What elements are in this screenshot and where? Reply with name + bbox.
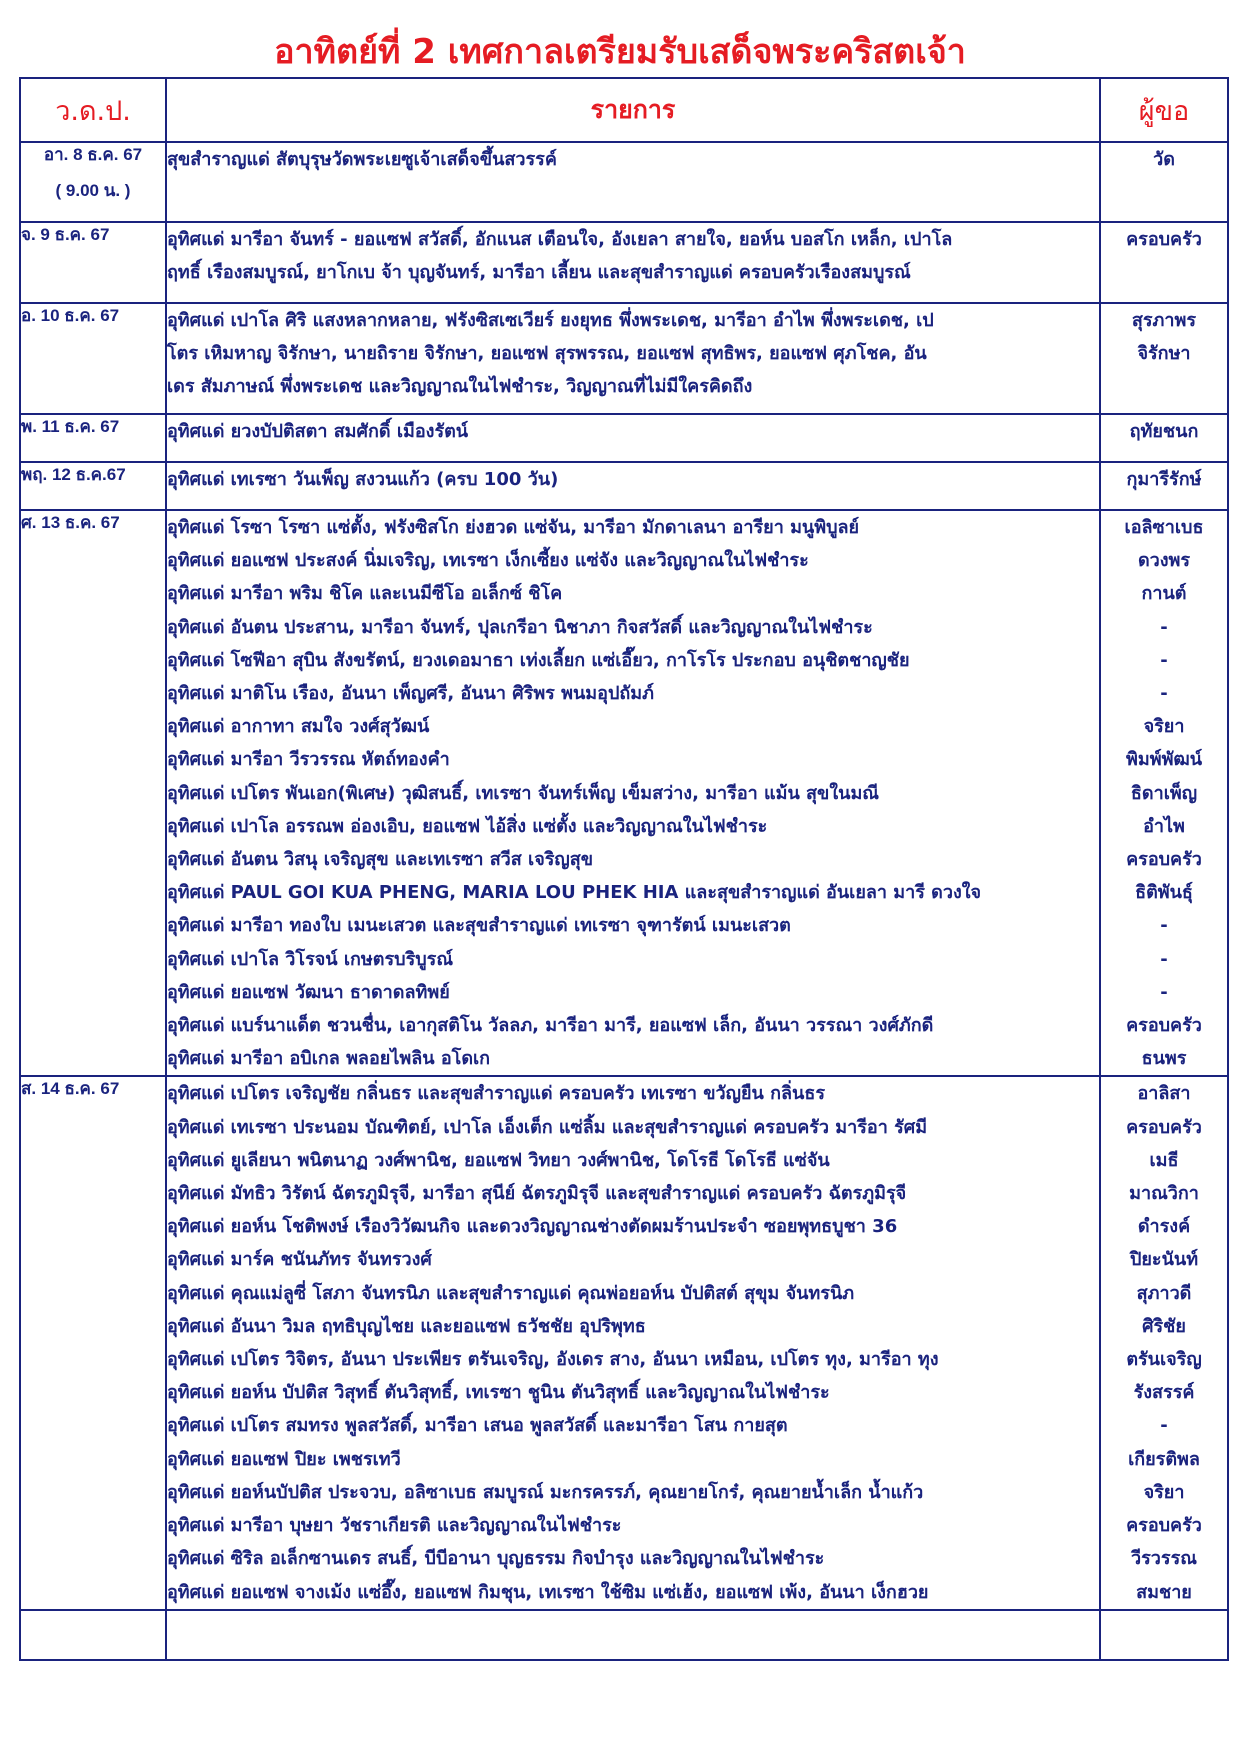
requester-name: จิรักษา — [1137, 343, 1191, 365]
requester-name: ธิดาเพ็ญ — [1130, 782, 1198, 804]
requester-name: พิมพ์พัฒน์ — [1125, 749, 1203, 771]
intention-line: อุทิศแด่ ยอแซฟ วัฒนา ธาดาดลทิพย์ — [167, 981, 450, 1003]
empty-cell — [1100, 1610, 1228, 1660]
requester-name: - — [1160, 948, 1168, 970]
items-cell — [166, 303, 1100, 414]
table-row — [20, 142, 1228, 222]
intention-line: อุทิศแด่ มารีอา จันทร์ - ยอแซฟ สวัสดิ์, อักแนส เตือนใจ, อังเยลา สายใจ, ยอห์น บอสโก เหล็ก, เปาโล — [167, 229, 953, 250]
intention-line: อุทิศแด่ เทเรซา วันเพ็ญ สงวนแก้ว (ครบ 100 วัน) — [167, 469, 559, 490]
intention-line: อุทิศแด่ อันตน ประสาน, มารีอา จันทร์, ปุลเกรีอา นิชาภา กิจสวัสดิ์ และวิญญาณในไฟชำระ — [167, 616, 873, 638]
requester-cell — [1100, 510, 1228, 1076]
intention-line: อุทิศแด่ แบร์นาแด็ต ชวนชื่น, เอากุสติโน วัลลภ, มารีอา มารี, ยอแซฟ เล็ก, อันนา วรรณา วงศ์ภักดี — [167, 1015, 934, 1037]
intention-line: อุทิศแด่ เปโตร พันเอก(พิเศษ) วุฒิสนธิ์, เทเรซา จันทร์เพ็ญ เข็มสว่าง, มารีอา แม้น สุขในมณี — [167, 782, 880, 804]
empty-cell — [20, 1610, 166, 1660]
time-label: ( 9.00 น. ) — [55, 181, 131, 200]
intention-line: อุทิศแด่ ยอห์น โชติพงษ์ เรืองวิวัฒนกิจ และดวงวิญญาณช่างตัดผมร้านประจำ ซอยพุทธบูชา 36 — [167, 1216, 898, 1238]
table-header-row — [20, 78, 1228, 142]
intention-line: อุทิศแด่ มารีอา วีรวรรณ หัตถ์ทองคำ — [167, 749, 450, 771]
items-cell — [166, 142, 1100, 222]
items-cell — [166, 222, 1100, 303]
requester-name: ศิริชัย — [1142, 1315, 1186, 1337]
requester-name: จริยา — [1143, 1481, 1185, 1503]
intention-line: อุทิศแด่ ยอห์น บัปติส วิสุทธิ์ ตันวิสุทธิ์, เทเรซา ชูนิน ตันวิสุทธิ์ และวิญญาณในไฟชำระ — [167, 1382, 830, 1404]
requester-name: ปิยะนันท์ — [1129, 1249, 1199, 1271]
intention-line: อุทิศแด่ เปโตร เจริญชัย กลิ่นธร และสุขสำราญแด่ ครอบครัว เทเรซา ขวัญยืน กลิ่นธร — [167, 1083, 825, 1105]
items-cell — [166, 510, 1100, 1076]
date-cell — [20, 462, 166, 510]
page-title: อาทิตย์ที่ 2 เทศกาลเตรียมรับเสด็จพระคริสตเจ้า — [274, 32, 966, 72]
requester-name: - — [1160, 981, 1168, 1003]
requester-name: ธิติพันธุ์ — [1135, 882, 1193, 904]
requester-name: ดำรงค์ — [1137, 1216, 1191, 1238]
intention-line: อุทิศแด่ ยวงบัปติสตา สมศักดิ์ เมืองรัตน์ — [167, 421, 469, 442]
intention-line: อุทิศแด่ มารีอา บุษยา วัชราเกียรติ และวิญญาณในไฟชำระ — [167, 1515, 622, 1537]
requester-name: - — [1160, 649, 1168, 671]
intention-line: อุทิศแด่ อันนา วิมล ฤทธิบุญไชย และยอแซฟ ธวัชชัย อุปริพุทธ — [167, 1315, 646, 1337]
intention-line: อุทิศแด่ อากาทา สมใจ วงศ์สุวัฒน์ — [167, 716, 430, 738]
requester-name: ตรันเจริญ — [1126, 1349, 1202, 1371]
intention-line: อุทิศแด่ มารีอา ทองใบ เมนะเสวต และสุขสำราญแด่ เทเรซา จุฑารัตน์ เมนะเสวต — [167, 915, 791, 937]
header-requester: ผู้ขอ — [1100, 78, 1228, 142]
requester-name: ครอบครัว — [1126, 849, 1202, 871]
requester-name: เมธี — [1149, 1149, 1179, 1171]
intention-line: อุทิศแด่ เปาโล วิโรจน์ เกษตรบริบูรณ์ — [167, 948, 454, 970]
requester-cell — [1100, 462, 1228, 510]
requester-name: ครอบครัว — [1126, 1116, 1202, 1138]
requester-cell — [1100, 1076, 1228, 1609]
date-cell — [20, 510, 166, 1076]
requester-cell — [1100, 303, 1228, 414]
intention-line: ฤทธิ์ เรืองสมบูรณ์, ยาโกเบ จ้า บุญจันทร์, มารีอา เลี้ยน และสุขสำราญแด่ ครอบครัวเรืองสมบูรณ์ — [167, 262, 911, 284]
intention-line: อุทิศแด่ คุณแม่ลูซี่ โสภา จันทรนิภ และสุขสำราญแด่ คุณพ่อยอห์น บัปติสต์ สุขุม จันทรนิภ — [167, 1282, 855, 1304]
intention-line: อุทิศแด่ ยูเลียนา พนิตนาฏ วงศ์พานิช, ยอแซฟ วิทยา วงศ์พานิช, โดโรธี โดโรธี แซ่จัน — [167, 1149, 830, 1171]
requester-name: สุรภาพร — [1131, 310, 1197, 331]
intention-line: อุทิศแด่ ยอห์นบัปติส ประจวบ, อลิซาเบธ สมบูรณ์ มะกรครรภ์, คุณยายโกร๋, คุณยายน้ำเล็ก น้ำแก้ว — [167, 1481, 924, 1503]
intention-line: อุทิศแด่ ยอแซฟ ประสงค์ นิ่มเจริญ, เทเรซา เง็กเซี้ยง แซ่จัง และวิญญาณในไฟชำระ — [167, 550, 809, 572]
requester-cell — [1100, 142, 1228, 222]
intention-line: อุทิศแด่ ยอแซฟ ปิยะ เพชรเทวี — [167, 1448, 401, 1470]
intention-line: อุทิศแด่ เปโตร สมทรง พูลสวัสดิ์, มารีอา เสนอ พูลสวัสดิ์ และมารีอา โสน กายสุต — [167, 1415, 788, 1437]
date-label: อ. 10 ธ.ค. 67 — [21, 306, 120, 325]
requester-name: ฤทัยชนก — [1129, 421, 1199, 442]
requester-name: ธนพร — [1141, 1048, 1187, 1070]
date-label: จ. 9 ธ.ค. 67 — [21, 225, 110, 244]
intention-line: อุทิศแด่ PAUL GOI KUA PHENG, MARIA LOU PHEK HIA และสุขสำราญแด่ อันเยลา มารี ดวงใจ — [167, 882, 982, 904]
intention-line: อุทิศแด่ อันตน วิสนุ เจริญสุข และเทเรซา สวีส เจริญสุข — [167, 849, 594, 871]
empty-cell — [166, 1610, 1100, 1660]
date-label: ศ. 13 ธ.ค. 67 — [21, 513, 120, 532]
requester-name: กุมารีรักษ์ — [1126, 469, 1202, 490]
intention-line: อุทิศแด่ มาร์ค ชนันภัทร จันทรวงศ์ — [167, 1249, 432, 1271]
intention-line: อุทิศแด่ มาติโน เรือง, อันนา เพ็ญศรี, อันนา ศิริพร พนมอุปถัมภ์ — [167, 683, 655, 705]
requester-cell — [1100, 222, 1228, 303]
intention-line: เดร สัมภาษณ์ พึ่งพระเดช และวิญญาณในไฟชำระ, วิญญาณที่ไม่มีใครคิดถึง — [167, 376, 753, 398]
requester-name: วัด — [1153, 149, 1175, 170]
requester-name: ครอบครัว — [1126, 1515, 1202, 1537]
date-label: พ. 11 ธ.ค. 67 — [21, 417, 120, 436]
intention-line: อุทิศแด่ เปาโล อรรณพ อ่องเอิบ, ยอแซฟ ไอ้สิ่ง แซ่ตั้ง และวิญญาณในไฟชำระ — [167, 815, 768, 837]
date-cell — [20, 303, 166, 414]
items-cell — [166, 1076, 1100, 1609]
date-label: อา. 8 ธ.ค. 67 — [43, 145, 143, 164]
intention-line: โตร เหิมหาญ จิรักษา, นายถิราย จิรักษา, ยอแซฟ สุรพรรณ, ยอแซฟ สุทธิพร, ยอแซฟ ศุภโชค, อัน — [167, 343, 927, 365]
requester-name: สมชาย — [1136, 1581, 1192, 1603]
table-row — [20, 222, 1228, 303]
intention-line: สุขสำราญแด่ สัตบุรุษวัดพระเยซูเจ้าเสด็จขึ้นสวรรค์ — [167, 149, 557, 170]
header-items: รายการ — [166, 78, 1100, 142]
date-cell — [20, 142, 166, 222]
table-row — [20, 462, 1228, 510]
intention-line: อุทิศแด่ เทเรซา ประนอม บัณฑิตย์, เปาโล เอ็งเต็ก แซ่ลิ้ม และสุขสำราญแด่ ครอบครัว มารีอา รัศมี — [167, 1116, 928, 1138]
intention-line: อุทิศแด่ เปโตร วิจิตร, อันนา ประเพียร ตรันเจริญ, อังเดร สาง, อันนา เหมือน, เปโตร ทุง, มารีอา ทุง — [167, 1349, 939, 1371]
table-row — [20, 414, 1228, 462]
requester-name: ครอบครัว — [1126, 229, 1202, 250]
requester-name: ดวงพร — [1137, 550, 1191, 572]
table-row — [20, 1076, 1228, 1609]
requester-name: - — [1160, 1415, 1168, 1437]
intention-line: อุทิศแด่ มัทธิว วิรัตน์ ฉัตรภูมิรุจี, มารีอา สุนีย์ ฉัตรภูมิรุจี และสุขสำราญแด่ ครอบครัว ฉัตรภูมิรุจี — [167, 1183, 907, 1205]
intention-line: อุทิศแด่ มารีอา พริม ชิโค และเนมีซีโอ อเล็กซ์ ชิโค — [167, 583, 563, 605]
date-cell — [20, 1076, 166, 1609]
intentions-table — [19, 77, 1229, 1661]
requester-name: - — [1160, 683, 1168, 705]
requester-name: ครอบครัว — [1126, 1015, 1202, 1037]
intention-line: อุทิศแด่ เปาโล ศิริ แสงหลากหลาย, ฟรังซิสเซเวียร์ ยงยุทธ พึ่งพระเดช, มารีอา อำไพ พึ่งพระเดช, เป — [167, 310, 934, 331]
date-cell — [20, 414, 166, 462]
requester-name: วีรวรรณ — [1131, 1548, 1197, 1570]
items-cell — [166, 414, 1100, 462]
intention-line: อุทิศแด่ ซิริล อเล็กซานเดร สนธิ์, บีบีอานา บุญธรรม กิจบำรุง และวิญญาณในไฟชำระ — [167, 1548, 825, 1570]
requester-name: เอลิซาเบธ — [1124, 517, 1204, 538]
requester-name: - — [1160, 915, 1168, 937]
intention-line: อุทิศแด่ โซฟีอา สุบิน สังขรัตน์, ยวงเดอมาธา เท่งเลี้ยก แซ่เอี๊ยว, กาโรโร ประกอบ อนุชิตชาญชัย — [167, 649, 910, 671]
requester-name: เกียรติพล — [1128, 1448, 1200, 1470]
requester-name: สุภาวดี — [1136, 1282, 1192, 1304]
requester-name: มาณวิกา — [1129, 1183, 1199, 1205]
intention-line: อุทิศแด่ มารีอา อบิเกล พลอยไพลิน อโดเก — [167, 1048, 491, 1070]
requester-name: อาลิสา — [1137, 1083, 1191, 1105]
date-cell — [20, 222, 166, 303]
requester-name: อำไพ — [1143, 815, 1185, 837]
requester-name: รังสรรค์ — [1133, 1382, 1195, 1404]
header-date: ว.ด.ป. — [20, 78, 166, 142]
requester-name: กานต์ — [1141, 583, 1187, 605]
requester-cell — [1100, 414, 1228, 462]
table-row — [20, 303, 1228, 414]
items-cell — [166, 462, 1100, 510]
requester-name: จริยา — [1143, 716, 1185, 738]
intention-line: อุทิศแด่ โรซา โรซา แซ่ตั้ง, ฟรังซิสโก ย่งฮวด แซ่จัน, มารีอา มักดาเลนา อารียา มนูพิบูลย์ — [167, 517, 860, 538]
table-row — [20, 510, 1228, 1076]
date-label: พฤ. 12 ธ.ค.67 — [21, 465, 126, 484]
intention-line: อุทิศแด่ ยอแซฟ จางเม้ง แซ่อึ๊ง, ยอแซฟ กิมชุน, เทเรซา ใช้ซิม แซ่เฮ้ง, ยอแซฟ เพ้ง, อันนา เง็กฮวย — [167, 1581, 929, 1603]
empty-row — [20, 1610, 1228, 1660]
date-label: ส. 14 ธ.ค. 67 — [21, 1079, 120, 1099]
requester-name: - — [1160, 616, 1168, 638]
